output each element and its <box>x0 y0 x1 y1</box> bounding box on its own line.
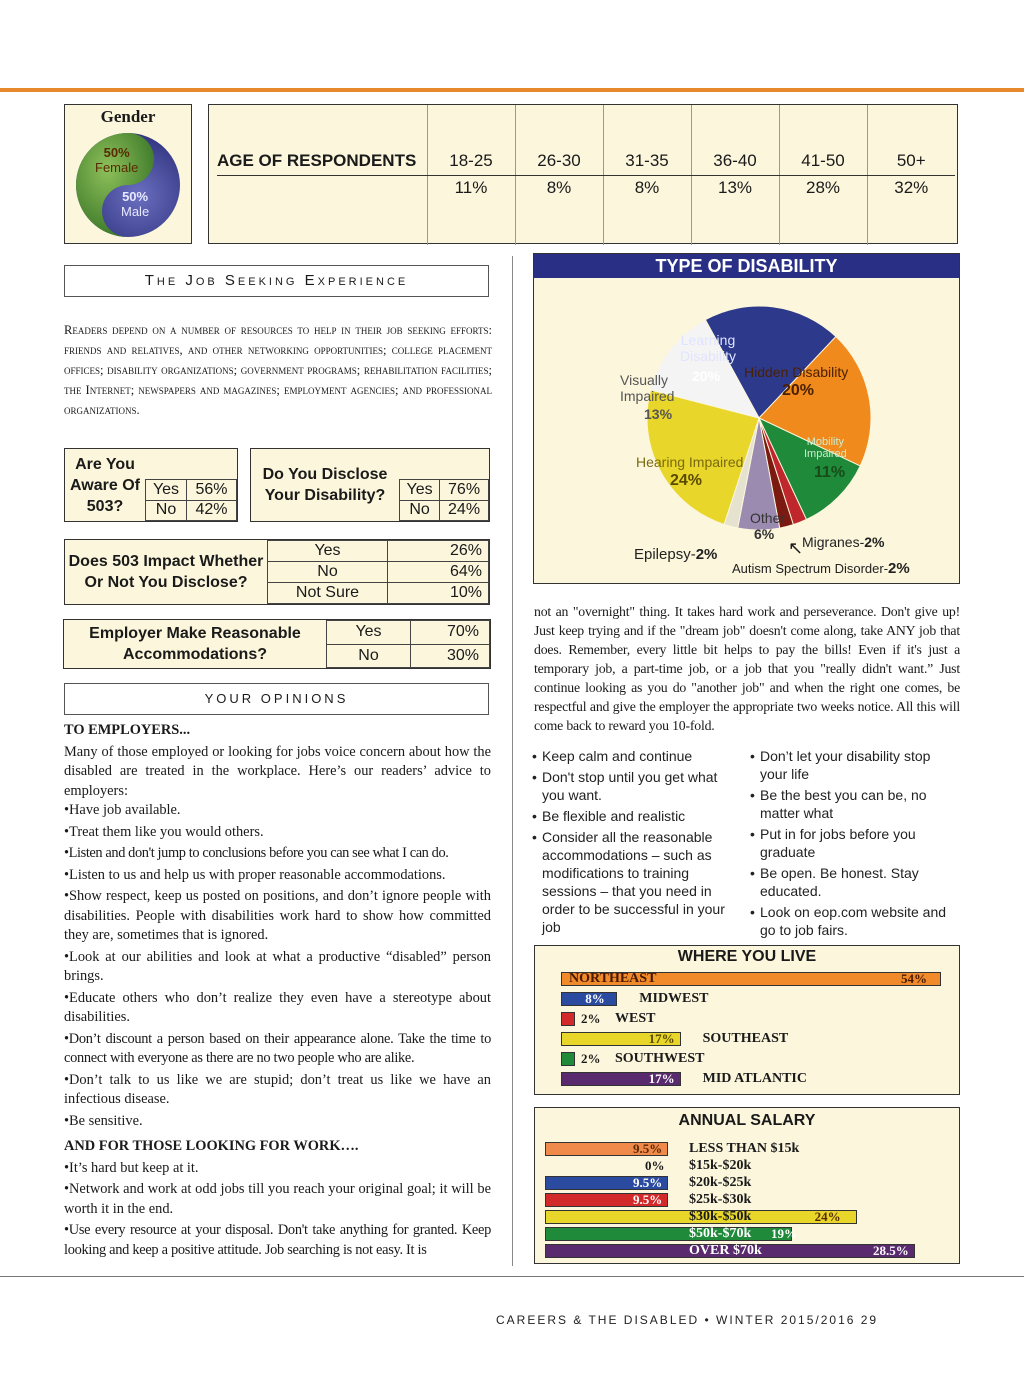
answer: Yes <box>327 621 411 645</box>
answer-pct: 26% <box>388 541 489 562</box>
disclose-label: Do You Disclose Your Disability? <box>262 466 388 504</box>
slice-pct: 20% <box>782 382 815 399</box>
age-range: 41-50 <box>779 105 867 175</box>
slice-pct: 13% <box>644 406 673 422</box>
bar-category-label: NORTHEAST <box>569 971 657 986</box>
list-item: •Educate others who don’t realize they even have a stereotype about disabilities. <box>64 989 491 1025</box>
opinions-intro: Many of those employed or looking for jobs voice concern about how the disabled are treated in the workplace. Here’s our readers’ advice to employers: <box>64 743 491 799</box>
answer: No <box>146 500 187 521</box>
age-table-box <box>208 104 958 244</box>
female-pct: 50% <box>103 145 130 160</box>
bullet-item: • Look on eop.com website and go to job fairs. <box>750 903 950 939</box>
impact-label: Does 503 Impact Whether Or Not You Disclose? <box>68 553 264 591</box>
answer-pct: 56% <box>187 480 237 501</box>
answer: Yes <box>400 480 440 501</box>
epilepsy-label: Epilepsy- <box>634 546 696 563</box>
bar-category-label: $20k-$25k <box>689 1175 752 1190</box>
bar-value-label: 9.5% <box>633 1175 663 1190</box>
answer: No <box>268 562 388 583</box>
aware-503-label: Are You Aware Of 503? <box>70 455 140 515</box>
bar-value-label: 9.5% <box>633 1141 663 1156</box>
answer-pct: 30% <box>411 644 490 668</box>
opinions-body <box>64 721 491 1262</box>
column-divider <box>512 256 513 1266</box>
disclose-box <box>250 448 490 522</box>
answer: Yes <box>146 480 187 501</box>
bar-value-label: 9.5% <box>633 1192 663 1207</box>
list-item: •Have job available. <box>64 802 181 818</box>
list-item: •Look at our abilities and look at what a productive “disabled” person brings. <box>64 948 491 984</box>
disability-labels <box>534 278 959 583</box>
bar-category-label: $25k-$30k <box>689 1192 752 1207</box>
bar-value-label: 17% <box>648 1031 675 1046</box>
bar-category-label: $30k-$50k <box>689 1209 752 1224</box>
aware-503-box <box>64 448 238 522</box>
age-pct: 13% <box>691 175 779 245</box>
bar-category-label: LESS THAN $15k <box>689 1141 800 1156</box>
gender-box <box>64 104 192 244</box>
bar-category-label: SOUTHEAST <box>702 1031 789 1046</box>
impact-box <box>64 539 490 605</box>
disability-title: TYPE OF DISABILITY <box>534 254 959 278</box>
age-label: AGE OF RESPONDENTS <box>217 105 427 175</box>
answer-pct: 70% <box>411 621 490 645</box>
slice-label: Learning Disability <box>680 332 737 364</box>
autism-pct: 2% <box>888 560 910 577</box>
autism-label: Autism Spectrum Disorder- <box>732 561 889 576</box>
bullet-item: • Be the best you can be, no matter what <box>750 786 950 822</box>
slice-label: Hidden Disability <box>744 364 849 380</box>
answer-pct: 42% <box>187 500 237 521</box>
slice-label <box>732 560 910 577</box>
migranes-label: Migranes- <box>802 534 865 550</box>
answer-pct: 24% <box>440 500 489 521</box>
where-live-title: WHERE YOU LIVE <box>677 948 817 965</box>
bullet-item: • Be open. Be honest. Stay educated. <box>750 864 950 900</box>
page-footer: CAREERS & THE DISABLED • WINTER 2015/2016 29 <box>496 1313 879 1327</box>
job-seeking-intro: Readers depend on a number of resources to help in their job seeking efforts: friends and relatives, and other networking opportunities; college placement offices; disability organizations; government programs; rehabilitation facilities; the Internet; newspapers and magazines; employment agencies; and professional organizations. <box>64 323 492 417</box>
slice-pct: 6% <box>754 526 775 542</box>
bullets-right <box>750 747 950 942</box>
age-pct: 8% <box>603 175 691 245</box>
list-item: •Be sensitive. <box>64 1112 143 1129</box>
answer: Not Sure <box>268 583 388 604</box>
slice-pct: 24% <box>670 472 703 489</box>
bar-value-label: 28.5% <box>873 1243 909 1258</box>
salary-chart <box>534 1107 960 1264</box>
age-range: 26-30 <box>515 105 603 175</box>
answer: No <box>400 500 440 521</box>
opinions-header: YOUR OPINIONS <box>64 683 489 715</box>
bullets-left <box>532 747 732 939</box>
gender-title: Gender <box>100 107 156 126</box>
slice-pct: 20% <box>692 368 721 384</box>
employer-box <box>63 619 491 669</box>
bar-category-label: WEST <box>615 1011 656 1026</box>
bar-value-label: 24% <box>814 1209 841 1224</box>
bar-category-label: SOUTHWEST <box>615 1051 705 1066</box>
answer-pct: 76% <box>440 480 489 501</box>
age-table <box>217 105 955 245</box>
top-rule <box>0 88 1024 92</box>
bar-value-label: 19% <box>771 1226 797 1241</box>
list-item: •Use every resource at your disposal. Don't take anything for granted. Keep looking and keep a positive attitude. Job searching is not easy. It is <box>64 1222 491 1258</box>
answer-pct: 10% <box>388 583 489 604</box>
age-pct: 32% <box>867 175 955 245</box>
employer-label: Employer Make Reasonable Accommodations? <box>89 625 301 663</box>
list-item: •Treat them like you would others. <box>64 823 264 840</box>
slice-label <box>802 534 884 550</box>
epilepsy-pct: 2% <box>695 546 718 563</box>
pointer-arrow-icon: ↖ <box>788 538 804 558</box>
salary-title: ANNUAL SALARY <box>678 1112 816 1129</box>
slice-label: Visually Impaired <box>620 372 675 404</box>
bullet-item: • Put in for jobs before you graduate <box>750 825 950 861</box>
age-pct: 28% <box>779 175 867 245</box>
age-range: 50+ <box>867 105 955 175</box>
bullet-item: • Consider all the reasonable accommodations – such as modifications to training sessions – that you need in order to be successful in your job <box>532 828 732 936</box>
bar <box>545 1227 792 1241</box>
answer: No <box>327 644 411 668</box>
bullet-item: • Don’t let your disability stop your life <box>750 747 950 783</box>
slice-label: Mobility Impaired <box>804 436 847 460</box>
bar-value-label: 8% <box>585 991 605 1006</box>
slice-label: Hearing Impaired <box>636 454 744 470</box>
list-item: •Don’t discount a person based on their appearance alone. Take the time to connect with everyone as there are no two people who are alike. <box>64 1030 491 1066</box>
where-live-chart <box>534 945 960 1095</box>
slice-label: Other <box>750 510 786 526</box>
bar <box>561 1012 575 1026</box>
bar-category-label: $15k-$20k <box>689 1158 752 1173</box>
answer: Yes <box>268 541 388 562</box>
bar-category-label: $50k-$70k <box>689 1226 752 1241</box>
slice-pct: 11% <box>814 464 846 481</box>
age-range: 36-40 <box>691 105 779 175</box>
list-item: •Network and work at odd jobs till you reach your original goal; it will be worth it in the end. <box>64 1181 491 1217</box>
bar-value-label: 17% <box>648 1071 675 1086</box>
for-seekers-heading: AND FOR THOSE LOOKING FOR WORK…. <box>64 1138 359 1154</box>
to-employers-heading: TO EMPLOYERS... <box>64 722 191 738</box>
female-label <box>95 145 138 175</box>
bar-value-label: 54% <box>901 971 927 986</box>
migranes-pct: 2% <box>864 534 885 550</box>
continued-text: not an "overnight" thing. It takes hard work and perseverance. Don't give up! Just keep trying and if the "dream job" doesn't come along, take ANY job that does. Remember, every little bit helps to pay the bills! Even if it's just a temporary job, a part-time job, or a job that you "really didn't want.” Just continue looking as you do "another job" and when the right one comes, be respectful and give the employer the appropriate two weeks notice. All this will come back to reward you 10-fold. <box>534 604 960 733</box>
bullet-item: • Be flexible and realistic <box>532 807 732 825</box>
list-item: •It’s hard but keep at it. <box>64 1159 199 1176</box>
list-item: •Show respect, keep us posted on positions, and don’t ignore people with disabilities. People with disabilities work hard to show how committed they are, sometimes that is ignored. <box>64 888 491 943</box>
bullet-item: • Keep calm and continue <box>532 747 732 765</box>
male-pct: 50% <box>122 189 149 204</box>
age-range: 18-25 <box>427 105 515 175</box>
bar-value-label: 0% <box>645 1158 665 1173</box>
bar-category-label: MID ATLANTIC <box>702 1071 807 1086</box>
male-text: Male <box>121 204 150 219</box>
list-item: •Don’t talk to us like we are stupid; don’t treat us like we have an infectious disease. <box>64 1071 491 1107</box>
male-label <box>121 189 149 219</box>
disability-chart <box>533 253 960 584</box>
bar-value-label: 2% <box>581 1051 601 1066</box>
answer-pct: 64% <box>388 562 489 583</box>
bottom-rule <box>0 1276 1024 1277</box>
female-text: Female <box>95 160 139 175</box>
list-item: •Listen to us and help us with proper reasonable accommodations. <box>64 866 446 883</box>
slice-label <box>634 546 717 563</box>
bullet-item: • Don't stop until you get what you want. <box>532 768 732 804</box>
age-pct: 11% <box>427 175 515 245</box>
bar-category-label: OVER $70k <box>689 1243 762 1258</box>
list-item: •Listen and don't jump to conclusions before you can see what I can do. <box>64 845 449 861</box>
bar <box>561 1052 575 1066</box>
age-range: 31-35 <box>603 105 691 175</box>
bar-category-label: MIDWEST <box>639 991 709 1006</box>
age-pct: 8% <box>515 175 603 245</box>
bar-value-label: 2% <box>581 1011 601 1026</box>
job-seeking-header: The Job Seeking Experience <box>64 265 489 297</box>
